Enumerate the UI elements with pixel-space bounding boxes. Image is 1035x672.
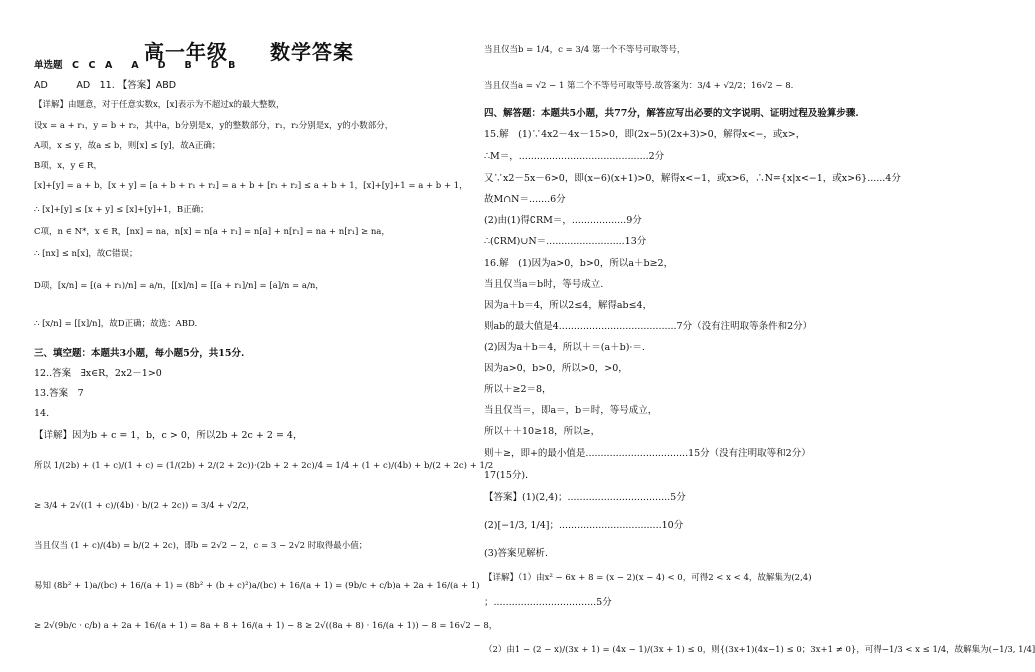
- q11-setup: 设x = a + r₁，y = b + r₂，其中a，b分别是x，y的整数部分，r₁，r₂分别是x，y的小数部分，: [34, 121, 394, 131]
- q15-part1-step1: 15.解 (1)∵4x2－4x－15>0，即(2x−5)(2x+3)>0，解得x<−，或x>，: [484, 129, 806, 140]
- q16-part1-equality: 当且仅当a＝b时，等号成立.: [484, 279, 604, 290]
- q11-option-c: C项，n ∈ N*，x ∈ R，[nx] = na，n[x] = n[a + r₁] = n[a] + n[r₁] = na + n[r₁] ≥ na，: [34, 227, 390, 237]
- q15-part2-complement: (2)由(1)得∁RM＝，..................9分: [484, 215, 642, 226]
- q16-part2-min: 则＋≥，即+的最小值是..................................15分（没有注明取等和2分）: [484, 448, 811, 459]
- q17-answer-3: (3)答案见解析.: [484, 548, 548, 559]
- q17-detail-1: 【详解】（1）由x² − 6x + 8 = (x − 2)(x − 4) < 0，可得2 < x < 4，故解集为(2,4): [484, 573, 812, 583]
- q14-step-4: ≥ 2√(9b/c · c/b) a + 2a + 16/(a + 1) = 8a + 8 + 16/(a + 1) − 8 ≥ 2√((8a + 8) · 16/(a + 1)) − 8 = 16√2 − 8，: [34, 621, 498, 631]
- q16-part2-step4: 所以＋＋10≥18，所以≥，: [484, 426, 601, 437]
- page-title: 高一年级 数学答案: [144, 40, 354, 64]
- q11-option-b: B项，x，y ∈ R，: [34, 161, 102, 171]
- q15-part1-m: ∴M＝，...........................................2分: [484, 151, 665, 162]
- q14-final-answer: 当且仅当a = √2 − 1 第二个不等号可取等号.故答案为：3/4 + √2/2；16√2 − 8.: [484, 81, 794, 91]
- q16-part1-step1: 16.解 (1)因为a>0，b>0，所以a＋b≥2，: [484, 258, 674, 269]
- q15-part1-n: 又∵x2－5x－6>0，即(x−6)(x+1)>0，解得x<−1，或x>6，∴N={x|x<−1，或x>6}......4分: [484, 173, 901, 184]
- q14-equality-1: 当且仅当b = 1/4，c = 3/4 第一个不等号可取等号，: [484, 45, 686, 55]
- q14-step-2: ≥ 3/4 + 2√((1 + c)/(4b) · b/(2 + 2c)) = 3/4 + √2/2，: [34, 501, 255, 511]
- q15-part2-union: ∴(∁RM)∪N＝..........................13分: [484, 236, 647, 247]
- q17-answer-1: 【答案】(1)(2,4)；..................................5分: [484, 492, 686, 503]
- mc-answers: 单选题 C C A A D B D B: [34, 60, 236, 71]
- q14-number: 14.: [34, 408, 50, 419]
- q14-step-3: 易知 (8b² + 1)a/(bc) + 16/(a + 1) = (8b² + (b + c)²)a/(bc) + 16/(a + 1) = (9b/c + c/b)a + 2a + 16/(a + 1): [34, 581, 480, 591]
- q17-heading: 17(15分)．: [484, 470, 535, 481]
- q11-option-b-conclusion: ∴ [x]+[y] ≤ [x + y] ≤ [x]+[y]+1，B正确；: [34, 205, 209, 215]
- section-solve-heading: 四、解答题：本题共5小题，共77分，解答应写出必要的文字说明、证明过程及验算步骤.: [484, 108, 859, 119]
- q11-option-d-conclusion: ∴ [x/n] = [[x]/n]，故D正确；故选：ABD.: [34, 319, 198, 329]
- q16-part2-equality: 当且仅当＝，即a＝，b＝时，等号成立，: [484, 405, 658, 416]
- q17-answer-2: (2)[−1/3, 1/4]；..................................10分: [484, 520, 684, 531]
- q17-detail-2: （2）由1 − (2 − x)/(3x + 1) = (4x − 1)/(3x + 1) ≤ 0，则{(3x+1)(4x−1) ≤ 0；3x+1 ≠ 0}，可得−1/3 < x ≤ 1/4，故解集为(−1/3, 1/4]: [484, 645, 1035, 655]
- q11-answer: AD AD 11. 【答案】ABD: [34, 80, 177, 91]
- q14-detail-intro: 【详解】因为b + c = 1，b，c > 0，所以2b + 2c + 2 = 4，: [34, 430, 303, 441]
- q15-part1-intersection: 故M∩N＝.......6分: [484, 194, 566, 205]
- q17-score-1: ；..................................5分: [484, 597, 612, 608]
- q16-part2-step3: 所以＋≥2＝8，: [484, 384, 552, 395]
- q13-answer: 13.答案 7: [34, 388, 84, 399]
- q14-step-1: 所以 1/(2b) + (1 + c)/(1 + c) = (1/(2b) + 2/(2 + 2c))·(2b + 2 + 2c)/4 = 1/4 + (1 + c)/(4b) + b/(2 + 2c) + 1/2: [34, 461, 494, 471]
- q16-part1-max: 则ab的最大值是4.......................................7分（没有注明取等条件和2分）: [484, 321, 813, 332]
- section-fill-heading: 三、填空题：本题共3小题，每小题5分，共15分.: [34, 348, 245, 359]
- q16-part1-step2: 因为a＋b＝4，所以2≤4，解得ab≤4，: [484, 300, 653, 311]
- q11-option-b-derivation: [x]+[y] = a + b，[x + y] = [a + b + r₁ + r₂] = a + b + [r₁ + r₂] ≤ a + b + 1，[x]+[y]+1 = a + b + 1，: [34, 181, 468, 191]
- q16-part2-step1: (2)因为a＋b＝4，所以＋＝(a＋b)·＝.: [484, 342, 645, 353]
- q16-part2-step2: 因为a>0，b>0，所以>0，>0，: [484, 363, 628, 374]
- q12-answer: 12..答案 ∃x∈R，2x2－1>0: [34, 368, 162, 379]
- q14-equality-condition: 当且仅当 (1 + c)/(4b) = b/(2 + 2c)，即b = 2√2 − 2，c = 3 − 2√2 时取得最小值；: [34, 541, 368, 551]
- q11-option-a: A项，x ≤ y，故a ≤ b，则[x] ≤ [y]，故A正确；: [34, 141, 221, 151]
- q11-option-d: D项，[x/n] = [(a + r₁)/n] = a/n，[[x]/n] = [[a + r₁]/n] = [a]/n = a/n，: [34, 281, 324, 291]
- q11-detail-intro: 【详解】由题意，对于任意实数x，[x]表示为不超过x的最大整数，: [34, 100, 285, 110]
- q11-option-c-conclusion: ∴ [nx] ≤ n[x]，故C错误；: [34, 249, 138, 259]
